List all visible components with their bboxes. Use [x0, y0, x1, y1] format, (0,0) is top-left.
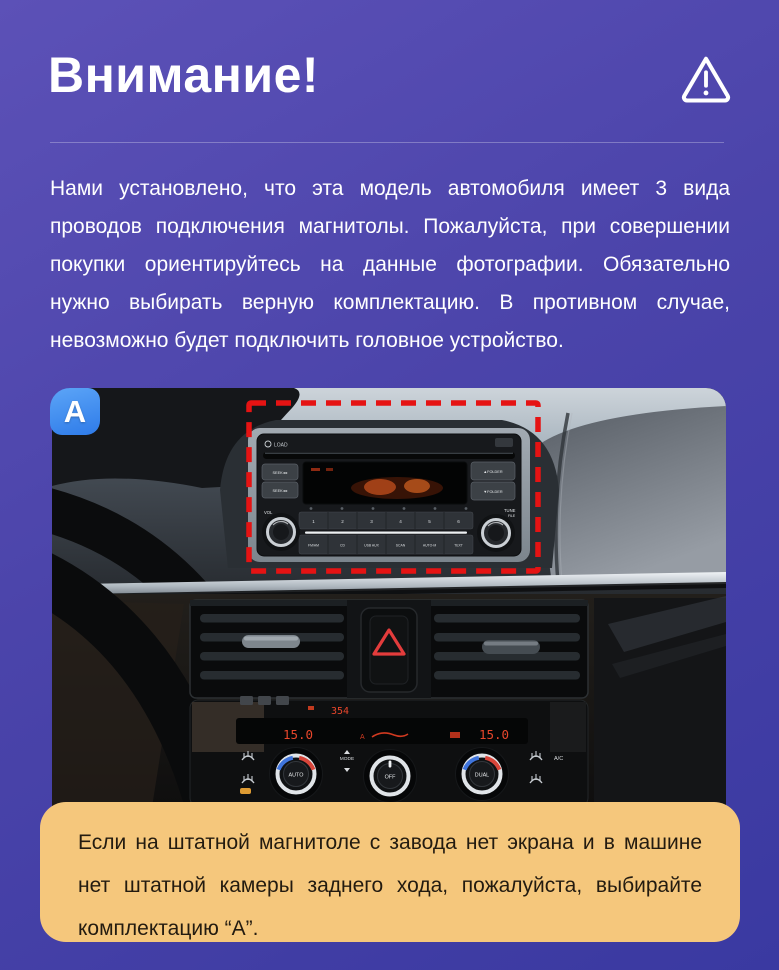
svg-text:VOL: VOL — [264, 510, 273, 515]
notice-line: Нами установлено, что эта модель автомобиля имеет 3 вида — [50, 177, 730, 200]
ac-label: A/C — [554, 756, 564, 762]
notice-line: невозможно будет подключить головное устройство. — [50, 329, 564, 352]
svg-text:LOAD: LOAD — [274, 442, 288, 449]
air-vents — [190, 600, 588, 698]
svg-text:FM/AM: FM/AM — [308, 543, 319, 548]
svg-text:2: 2 — [341, 519, 344, 524]
svg-text:AUTO-M: AUTO-M — [422, 543, 437, 548]
product-photo — [52, 388, 726, 858]
svg-text:AUTO: AUTO — [288, 772, 304, 779]
warning-triangle-icon — [680, 53, 732, 105]
svg-text:A: A — [360, 734, 365, 741]
svg-text:15.0: 15.0 — [282, 727, 314, 742]
footnote-line: Если на штатной магнитоле с завода нет экрана и в машине — [78, 831, 702, 854]
footnote-box — [40, 802, 740, 942]
auto-knob — [270, 748, 323, 801]
svg-text:▼FOLDER: ▼FOLDER — [483, 490, 503, 494]
svg-text:MODE: MODE — [339, 757, 355, 762]
svg-text:6: 6 — [457, 519, 460, 524]
svg-text:OFF: OFF — [384, 774, 396, 781]
dual-knob — [456, 748, 509, 801]
svg-text:354: 354 — [330, 706, 350, 717]
svg-text:▲FOLDER: ▲FOLDER — [483, 470, 503, 474]
notice-line: покупки ориентируйтесь на данные фотографии. Обязательно — [50, 253, 730, 276]
svg-text:TEXT: TEXT — [454, 543, 463, 548]
svg-text:TUNE: TUNE — [504, 508, 516, 513]
variant-badge-a: A — [50, 388, 100, 435]
footnote-line: нет штатной камеры заднего хода, пожалуйста, выбирайте — [78, 874, 702, 897]
svg-text:3: 3 — [370, 519, 373, 524]
notice-text — [50, 170, 730, 360]
climate-panel — [190, 696, 588, 806]
svg-text:5: 5 — [428, 519, 431, 524]
off-knob — [364, 750, 417, 803]
page-title: Внимание! — [48, 47, 320, 103]
divider — [50, 142, 724, 143]
svg-text:FILE: FILE — [508, 514, 516, 518]
svg-text:SEEK ▸▸: SEEK ▸▸ — [272, 489, 288, 493]
svg-text:4: 4 — [399, 519, 402, 524]
svg-text:SEEK ▸▸: SEEK ▸▸ — [272, 471, 288, 475]
amber-indicator — [240, 788, 251, 794]
svg-text:DUAL: DUAL — [474, 772, 490, 779]
function-buttons — [299, 535, 473, 554]
stock-radio — [257, 434, 521, 556]
radio-display — [303, 462, 467, 504]
svg-text:USB AUX: USB AUX — [364, 543, 379, 548]
svg-text:SCAN: SCAN — [395, 543, 406, 548]
hazard-button — [347, 600, 431, 698]
svg-text:CD: CD — [340, 543, 345, 548]
climate-buttons — [240, 696, 289, 705]
notice-line: проводов подключения магнитолы. Пожалуйста, при совершении — [50, 215, 730, 238]
svg-text:1: 1 — [312, 519, 315, 524]
svg-text:15.0: 15.0 — [478, 727, 510, 742]
notice-line: нужно выбирать верную комплектацию. В противном случае, — [50, 291, 730, 314]
footnote-line: комплектацию “А”. — [78, 917, 259, 940]
